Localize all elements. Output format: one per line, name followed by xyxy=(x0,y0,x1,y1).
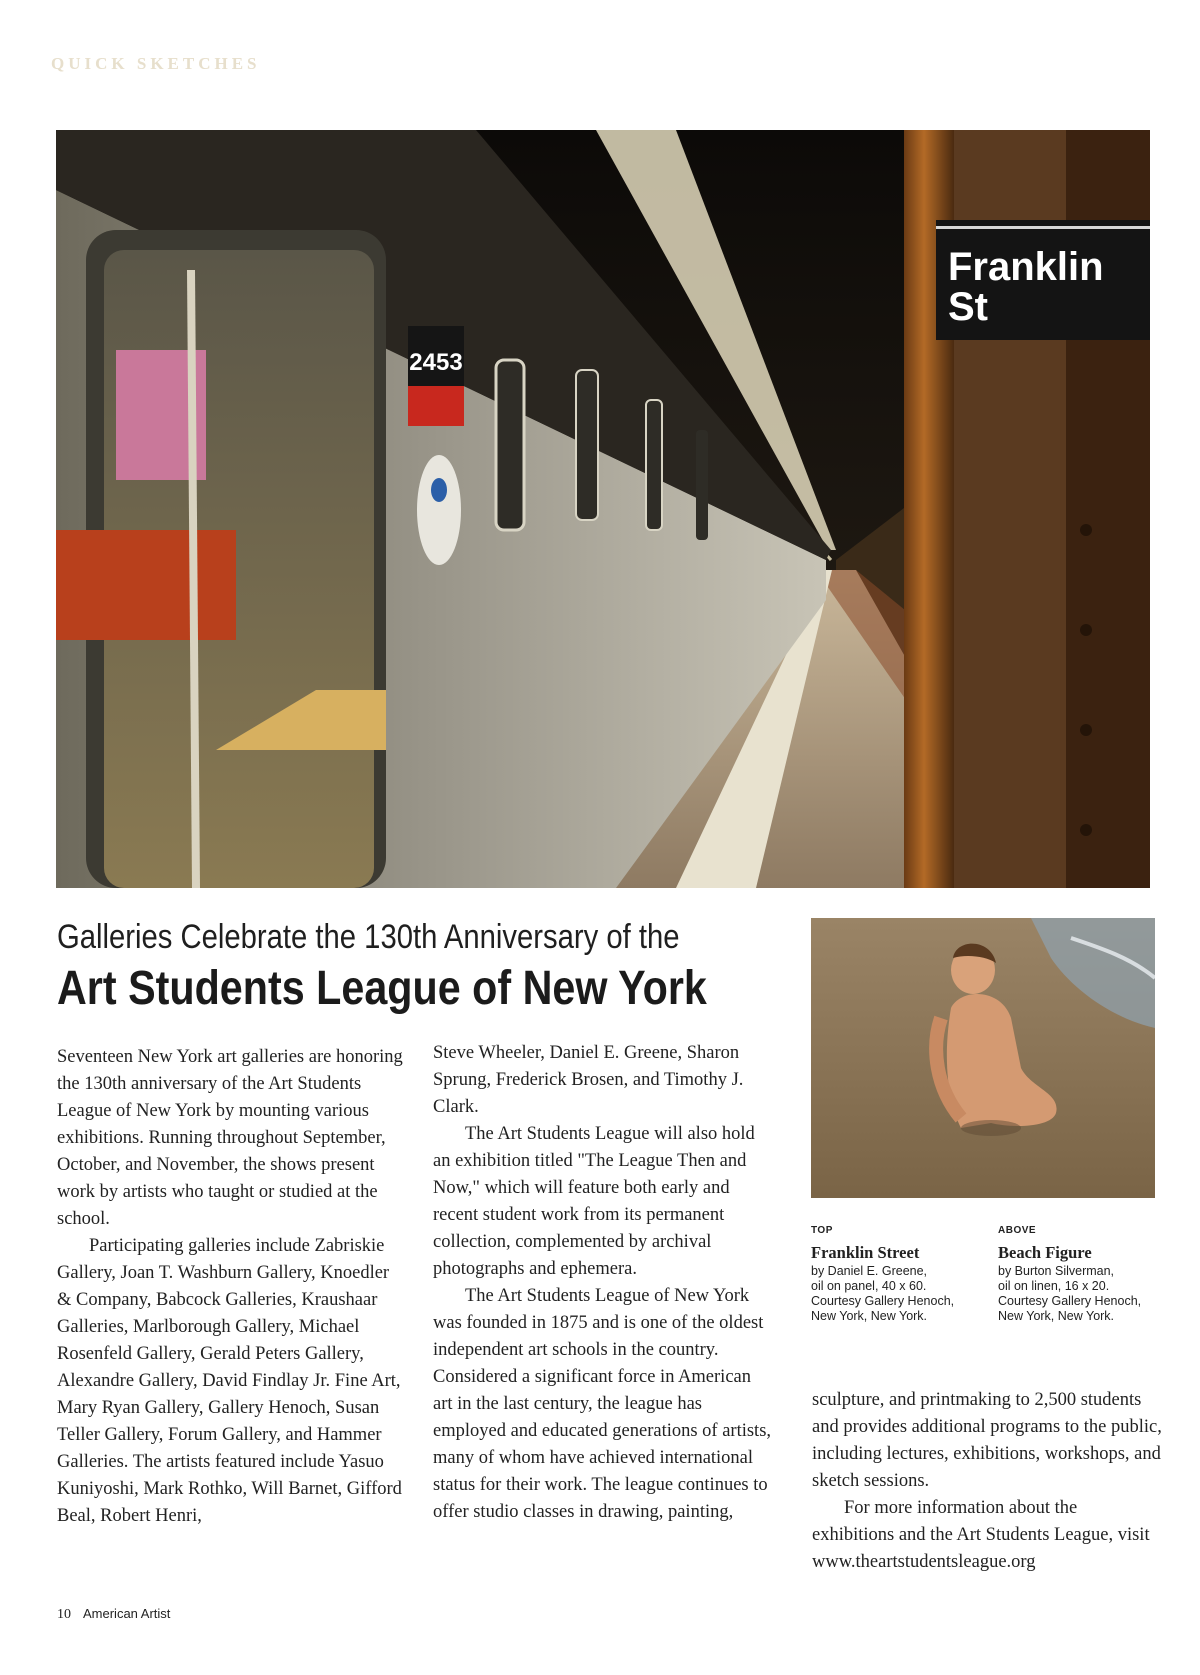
station-sign-line1: Franklin xyxy=(948,245,1104,289)
paragraph: Participating galleries include Zabriskie Gallery, Joan T. Washburn Gallery, Knoedler & Company, Babcock Galleries, Kraushaar Galleries, Marlborough Gallery, Michael Rosenfeld Gallery, Gerald Peters Gallery, Alexandre Gallery, David Findlay Jr. Fine Art, Mary Ryan Gallery, Gallery Henoch, Susan Teller Gallery, Forum Gallery, and Hammer Galleries. The artists featured include Yasuo Kuniyoshi, Mark Rothko, Will Barnet, Gifford Beal, Robert Henri, xyxy=(57,1236,402,1526)
caption-position: ABOVE xyxy=(998,1225,1037,1236)
caption-line: oil on panel, 40 x 60. xyxy=(811,1279,927,1293)
franklin-street-painting xyxy=(56,130,1150,888)
caption-line: New York, New York. xyxy=(811,1309,928,1323)
caption-top xyxy=(811,1224,981,1324)
caption-line: by Daniel E. Greene, xyxy=(811,1264,928,1278)
paragraph: The Art Students League will also hold an exhibition titled "The League Then and Now," which will feature both early and recent student work from its permanent collection, complemented by archival photographs and ephemera. xyxy=(433,1124,755,1279)
caption-position: TOP xyxy=(811,1225,833,1236)
paragraph: For more information about the exhibitions and the Art Students League, visit www.theartstudentsleague.org xyxy=(812,1498,1150,1572)
station-sign-line2: St xyxy=(948,285,988,329)
beach-figure-painting xyxy=(811,918,1155,1198)
paragraph: Steve Wheeler, Daniel E. Greene, Sharon Sprung, Frederick Brosen, and Timothy J. Clark. xyxy=(433,1043,744,1117)
section-label: QUICK SKETCHES xyxy=(51,54,261,73)
paragraph: Seventeen New York art galleries are honoring the 130th anniversary of the Art Students League of New York by mounting various exhibitions. Running throughout September, October, and November, the shows present work by artists who taught or studied at the school. xyxy=(57,1047,403,1229)
car-number: 2453 xyxy=(409,349,463,376)
article-column-2 xyxy=(433,1040,773,1526)
page-number: 10 xyxy=(57,1607,71,1622)
caption-line: Courtesy Gallery Henoch, xyxy=(998,1294,1142,1308)
paragraph: The Art Students League of New York was founded in 1875 and is one of the oldest independent art schools in the country. Considered a significant force in American art in the last century, the league has employed and educated generations of artists, many of whom have achieved international status for their work. The league continues to offer studio classes in drawing, painting, xyxy=(433,1286,772,1522)
headline-line2: Art Students League of New York xyxy=(57,962,707,1015)
folio xyxy=(57,1606,170,1623)
article-column-1 xyxy=(57,1044,407,1530)
caption-line: Courtesy Gallery Henoch, xyxy=(811,1294,955,1308)
caption-above xyxy=(998,1224,1168,1324)
caption-title: Franklin Street xyxy=(811,1243,920,1262)
article-column-3 xyxy=(812,1387,1162,1576)
paragraph: sculpture, and printmaking to 2,500 students and provides additional programs to the public, including lectures, exhibitions, workshops, and sketch sessions. xyxy=(812,1390,1162,1491)
caption-title: Beach Figure xyxy=(998,1243,1092,1262)
caption-line: oil on linen, 16 x 20. xyxy=(998,1279,1110,1293)
caption-line: New York, New York. xyxy=(998,1309,1115,1323)
publication-name: American Artist xyxy=(83,1606,171,1621)
headline-line1: Galleries Celebrate the 130th Anniversary of the xyxy=(57,918,680,956)
caption-line: by Burton Silverman, xyxy=(998,1264,1115,1278)
